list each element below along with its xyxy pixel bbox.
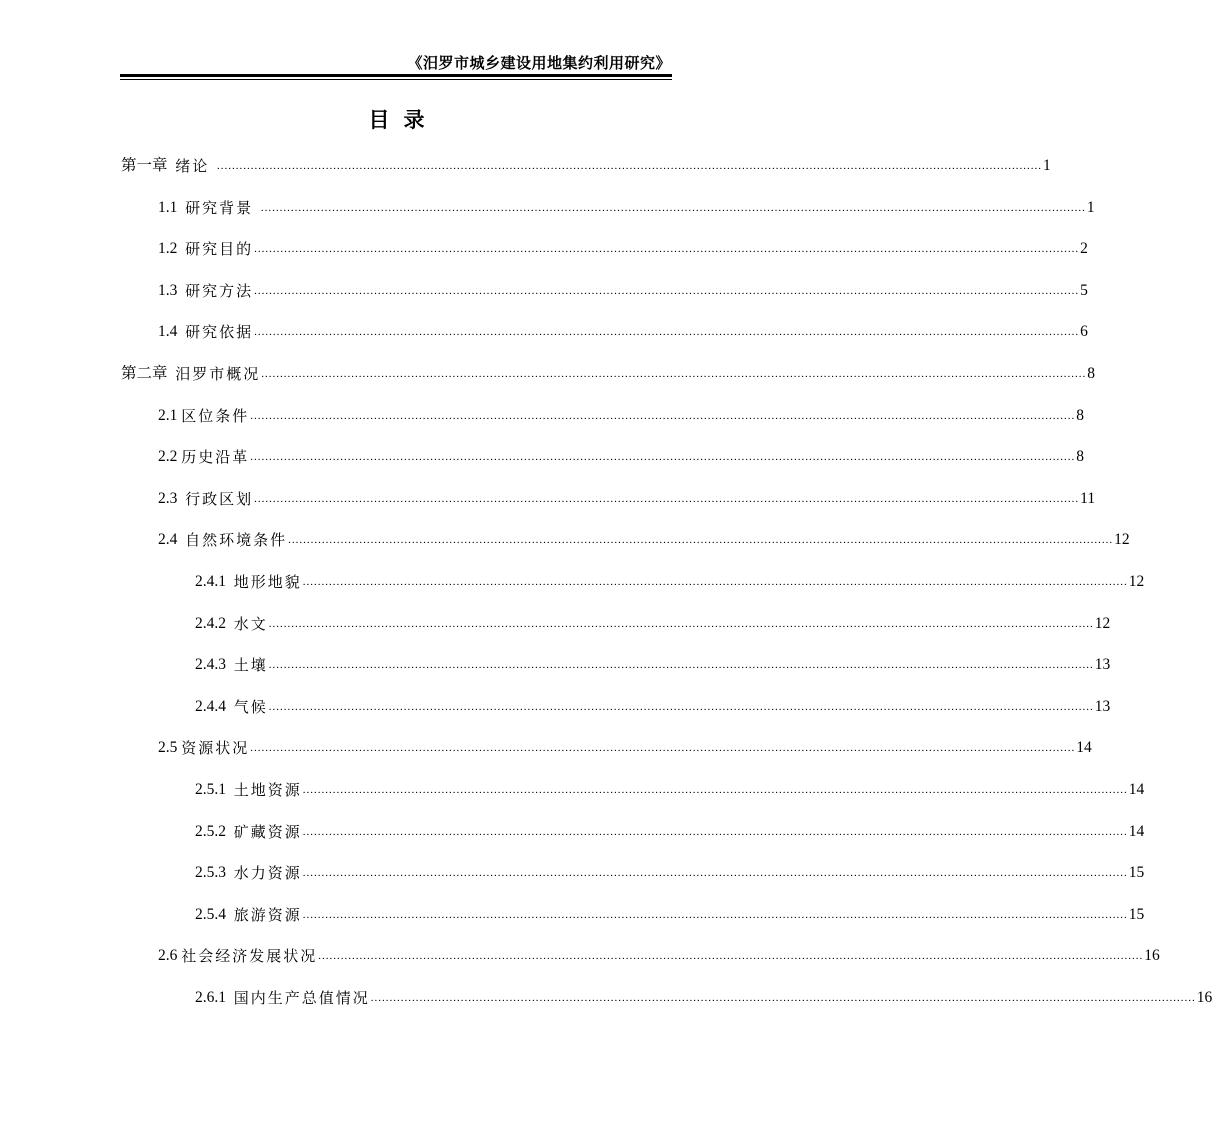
toc-entry[interactable] (158, 395, 1085, 425)
toc-entry-page-number: 8 (1076, 448, 1085, 466)
toc-entry-page-number: 14 (1128, 781, 1145, 798)
toc-entry-title: 汨罗市概况 (175, 365, 261, 383)
toc-entry-page-number: 16 (1144, 947, 1160, 965)
toc-entry[interactable] (195, 603, 1111, 633)
toc-entry-page-number: 12 (1094, 614, 1111, 632)
toc-entry-gap (226, 823, 234, 841)
toc-entry-page-number: 8 (1076, 406, 1085, 424)
toc-entry-title: 研究依据 (185, 323, 254, 342)
toc-entry[interactable] (195, 811, 1145, 841)
toc-dot-leader: ............................................................................................................................................................................................................................ (302, 825, 1128, 838)
toc-entry-page-number: 6 (1080, 323, 1088, 341)
toc-entry-title: 区位条件 (181, 406, 250, 425)
toc-entry[interactable] (158, 228, 1088, 259)
toc-dot-leader: ............................................................................................................................................................................................................................ (250, 451, 1076, 464)
toc-entry-title: 绪论 (175, 157, 217, 175)
toc-dot-leader: ............................................................................................................................................................................................................................ (250, 409, 1076, 422)
toc-entry-number: 2.4.1 (195, 573, 226, 590)
toc-entry-gap (226, 615, 234, 633)
toc-entry-gap (177, 282, 185, 300)
toc-dot-leader: ............................................................................................................................................................................................................................ (302, 908, 1128, 921)
header-rule-thin (120, 79, 672, 80)
toc-entry-number: 2.5.1 (195, 781, 226, 798)
toc-entry-number: 2.5.4 (195, 905, 226, 923)
toc-entry-number: 2.1 (158, 406, 178, 424)
toc-entry-page-number: 13 (1094, 697, 1111, 715)
toc-dot-leader: ............................................................................................................................................................................................................................ (370, 992, 1196, 1004)
toc-entry-page-number: 1 (1043, 157, 1051, 174)
toc-entry-title: 土地资源 (233, 781, 302, 799)
toc-entry-title: 地形地貌 (233, 573, 302, 591)
toc-dot-leader: ............................................................................................................................................................................................................................ (302, 784, 1128, 796)
toc-entry-page-number: 16 (1196, 989, 1212, 1006)
document-running-title: 《汨罗市城乡建设用地集约利用研究》 (407, 54, 671, 72)
toc-entry-page-number: 5 (1080, 281, 1088, 299)
toc-entry-number: 2.3 (158, 489, 178, 507)
toc-entry-page-number: 2 (1080, 240, 1088, 258)
toc-heading: 目录 (368, 107, 439, 132)
toc-entry-gap (226, 573, 234, 591)
toc-entry[interactable] (195, 561, 1145, 591)
toc-entry-number: 1.4 (158, 323, 178, 341)
toc-entry[interactable] (195, 769, 1145, 799)
toc-entry-page-number: 15 (1128, 905, 1145, 923)
toc-entry-gap (177, 490, 185, 508)
toc-entry-page-number: 13 (1094, 656, 1111, 674)
toc-entry-number: 2.5.3 (195, 864, 226, 882)
toc-entry[interactable] (195, 686, 1111, 716)
toc-entry-page-number: 12 (1128, 573, 1145, 590)
toc-entry-page-number: 14 (1076, 739, 1092, 757)
toc-entry-number: 2.2 (158, 448, 178, 466)
toc-entry[interactable] (158, 187, 1095, 217)
toc-dot-leader: ............................................................................................................................................................................................................................ (250, 742, 1076, 755)
toc-dot-leader: ............................................................................................................................................................................................................................ (260, 201, 1086, 214)
toc-entry-number: 1.2 (158, 240, 178, 258)
toc-entry-gap (168, 157, 176, 175)
toc-entry[interactable] (195, 894, 1145, 924)
toc-entry-title: 旅游资源 (233, 905, 302, 924)
toc-entry-gap (177, 323, 185, 341)
toc-entry[interactable] (195, 644, 1111, 675)
toc-entry-title: 行政区划 (185, 489, 254, 508)
toc-entry-title: 社会经济发展状况 (181, 947, 318, 966)
toc-dot-leader: ............................................................................................................................................................................................................................ (254, 243, 1080, 256)
toc-dot-leader: ............................................................................................................................................................................................................................ (288, 534, 1114, 547)
toc-dot-leader: ............................................................................................................................................................................................................................ (254, 326, 1080, 339)
toc-dot-leader: ............................................................................................................................................................................................................................ (302, 576, 1128, 588)
toc-entry-number: 2.4.2 (195, 614, 226, 632)
toc-entry-page-number: 15 (1128, 864, 1145, 882)
toc-entry[interactable] (158, 727, 1092, 758)
toc-entry-number: 1.1 (158, 198, 178, 216)
toc-dot-leader: ............................................................................................................................................................................................................................ (268, 659, 1094, 672)
toc-entry-title: 国内生产总值情况 (233, 989, 370, 1007)
toc-dot-leader: ............................................................................................................................................................................................................................ (254, 492, 1080, 505)
toc-entry[interactable] (158, 935, 1160, 966)
toc-entry-title: 历史沿革 (181, 448, 250, 467)
toc-entry-gap (226, 906, 234, 924)
toc-entry-number: 1.3 (158, 281, 178, 299)
toc-entry-number: 第二章 (121, 365, 168, 382)
toc-entry-page-number: 14 (1128, 822, 1145, 840)
toc-entry-page-number: 12 (1114, 531, 1130, 549)
toc-dot-leader: ............................................................................................................................................................................................................................ (302, 867, 1128, 880)
toc-entry-title: 研究方法 (185, 281, 254, 300)
toc-entry-title: 气候 (233, 697, 268, 716)
toc-entry-gap (226, 989, 234, 1007)
toc-dot-leader: ............................................................................................................................................................................................................................ (318, 950, 1144, 963)
toc-entry[interactable] (121, 353, 1096, 383)
toc-entry-gap (226, 698, 234, 716)
toc-entry-number: 2.5 (158, 739, 178, 757)
toc-entry-title: 资源状况 (181, 739, 250, 758)
toc-entry-title: 水文 (233, 614, 268, 633)
header-rule-thick (120, 74, 672, 77)
toc-entry[interactable] (195, 977, 1212, 1007)
toc-dot-leader: ............................................................................................................................................................................................................................ (268, 617, 1094, 630)
toc-dot-leader: ............................................................................................................................................................................................................................ (268, 700, 1094, 713)
toc-dot-leader: ............................................................................................................................................................................................................................ (217, 160, 1043, 172)
toc-entry-page-number: 11 (1080, 489, 1096, 507)
toc-entry-title: 土壤 (233, 656, 268, 675)
toc-entry[interactable] (158, 311, 1088, 342)
toc-entry[interactable] (158, 270, 1088, 300)
toc-entry-title: 水力资源 (233, 864, 302, 883)
toc-entry[interactable] (195, 852, 1145, 883)
toc-entry[interactable] (158, 478, 1096, 508)
toc-entry-gap (177, 531, 185, 549)
toc-entry-gap (177, 199, 185, 217)
toc-entry-page-number: 8 (1087, 365, 1096, 382)
toc-entry-gap (226, 864, 234, 882)
toc-entry-number: 2.5.2 (195, 822, 226, 840)
toc-entry-page-number: 1 (1086, 198, 1095, 216)
toc-entry-gap (226, 656, 234, 674)
toc-entry-gap (168, 365, 176, 383)
toc-entry[interactable] (158, 436, 1085, 467)
toc-dot-leader: ............................................................................................................................................................................................................................ (254, 284, 1080, 297)
toc-entry-title: 研究目的 (185, 240, 254, 259)
toc-entry[interactable] (158, 519, 1130, 550)
toc-entry-number: 2.6.1 (195, 989, 226, 1006)
toc-entry-number: 2.6 (158, 947, 178, 965)
toc-entry-title: 矿藏资源 (233, 822, 302, 841)
toc-entry-gap (177, 240, 185, 258)
toc-entry-number: 2.4.4 (195, 697, 226, 715)
toc-entry-number: 2.4 (158, 531, 178, 549)
toc-entry-title: 研究背景 (185, 198, 260, 217)
toc-entry-title: 自然环境条件 (185, 531, 288, 550)
toc-entry-number: 第一章 (121, 157, 168, 174)
toc-entry-number: 2.4.3 (195, 656, 226, 674)
toc-entry[interactable] (121, 145, 1051, 175)
toc-dot-leader: ............................................................................................................................................................................................................................ (261, 368, 1087, 380)
toc-entry-gap (226, 781, 234, 799)
